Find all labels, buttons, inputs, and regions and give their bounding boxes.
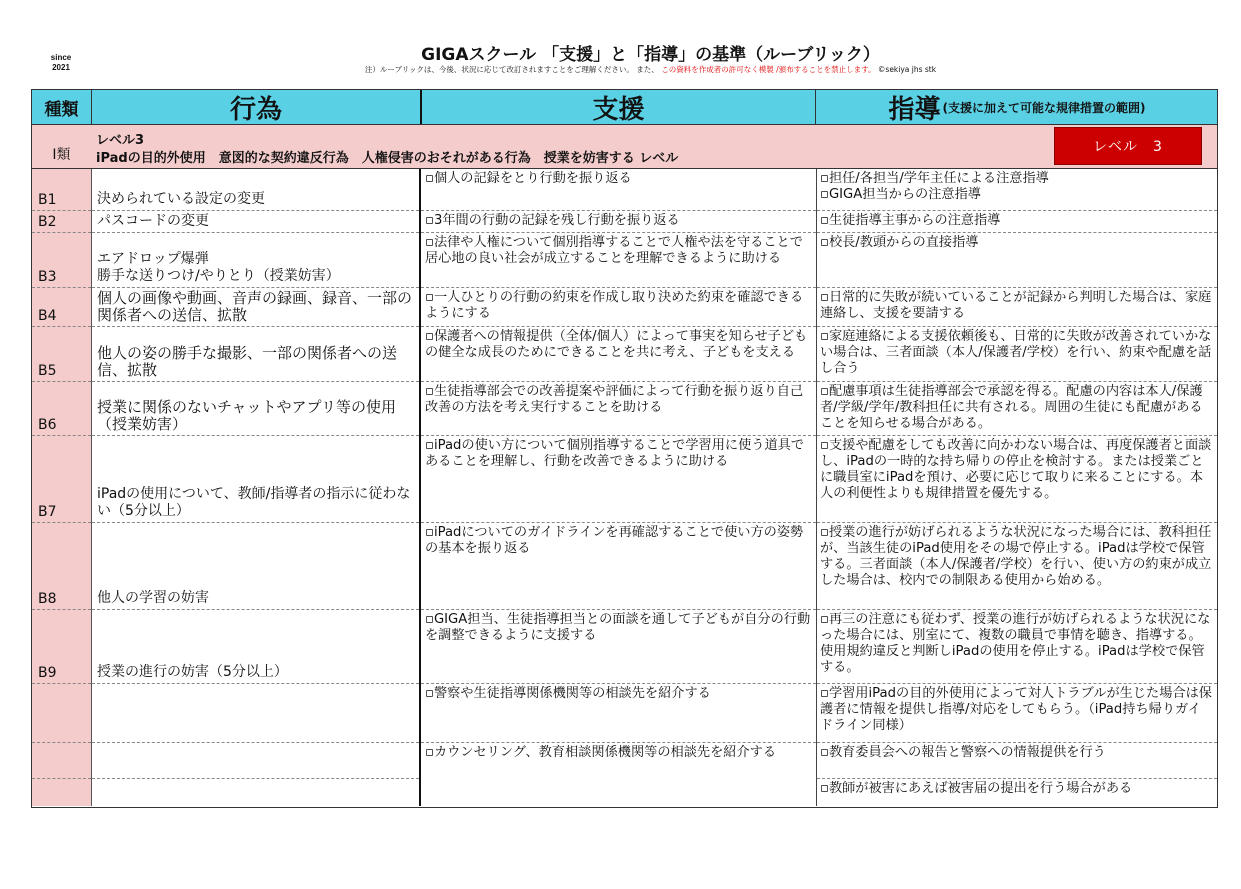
row-code: B8 [32,523,91,611]
guidance-item: ▫授業の進行が妨げられるような状況になった場合には、教科担任が、当該生徒のiPad使用をその場で停止する。iPadは学校で保管する。三者面談（本人/保護者/学校）を行い、使い方の約束が成立した場合は、校内での制限ある使用から始める。 [817,523,1217,611]
support-column [421,169,817,806]
since-text: since [50,53,72,62]
since-year: 2021 [52,63,70,72]
row-code: B4 [32,288,91,327]
support-item: ▫3年間の行動の記録を残し行動を振り返る [421,211,816,233]
header-support: 支援 [422,90,816,124]
level-row [31,125,1218,169]
support-item: ▫カウンセリング、教育相談関係機関等の相談先を紹介する [425,744,777,760]
page-note [0,64,1241,75]
row-code: B5 [32,327,91,382]
header-guidance-label: 指導 [888,94,941,125]
row-action: 個人の画像や動画、音声の録画、録音、一部の関係者への送信、拡散 [92,288,419,327]
row-action [92,779,419,806]
header-guidance [816,90,1218,124]
guidance-item: ▫家庭連絡による支援依頼後も、日常的に失敗が改善されていかない場合は、三者面談（本人/保護者/学校）を行い、約束や配慮を話し合う [817,327,1217,382]
note-copyright: ©sekiya jhs stk [877,65,937,74]
row-action: エアドロップ爆弾 勝手な送りつけ/やりとり（授業妨害） [92,233,419,288]
row-code: B3 [32,233,91,288]
table-body [31,169,1218,808]
guidance-item: ▫教育委員会への報告と警察への情報提供を行う [817,743,1217,779]
support-item: ▫iPadの使い方について個別指導することで学習用に使う道具であることを理解し、行動を改善できるように助ける [421,436,816,523]
guidance-item: ▫担任/各担当/学年主任による注意指導 ▫GIGA担当からの注意指導 [817,169,1217,211]
table-header [31,89,1218,125]
row-code [32,779,91,806]
support-item: ▫iPadについてのガイドラインを再確認することで使い方の姿勢の基本を振り返る [421,523,816,611]
support-item: ▫警察や生徒指導関係機関等の相談先を紹介する [421,684,816,743]
rubric-table [31,89,1218,808]
row-code: B6 [32,382,91,436]
guidance-item: ▫校長/教頭からの直接指導 [817,233,1217,288]
guidance-item: ▫日常的に失敗が続いていることが記録から判明した場合は、家庭連絡し、支援を要請する [817,288,1217,327]
row-action: 授業に関係のないチャットやアプリ等の使用（授業妨害） [92,382,419,436]
row-action [92,684,419,743]
support-item: ▫GIGA担当、生徒指導担当との面談を通して子どもが自分の行動を調整できるように支援する [421,610,816,684]
row-action: 他人の学習の妨害 [92,523,419,611]
row-action [92,743,419,779]
level-kind: Ⅰ類 [52,147,71,163]
action-column [92,169,421,806]
support-item: ▫生徒指導部会での改善提案や評価によって行動を振り返り自己改善の方法を考え実行することを助ける [421,382,816,436]
row-code: B2 [32,211,91,233]
row-action: 授業の進行の妨害（5分以上） [92,610,419,684]
row-action: 他人の姿の勝手な撮影、一部の関係者への送信、拡散 [92,327,419,382]
note-warning: この資料を作成者の許可なく模製 /頒布することを禁止します。 [661,65,876,74]
guidance-item: ▫支援や配慮をしても改善に向かわない場合は、再度保護者と面談し、iPadの一時的な持ち帰りの停止を検討する。または授業ごとに職員室にiPadを預け、必要に応じて取りに来ることにする。本人の利便性よりも規律措置を優先する。 [817,436,1217,523]
level-label: レベル3 [96,133,145,148]
row-code [32,684,91,743]
page-title: GIGAスクール 「支援」と「指導」の基準（ルーブリック） [421,45,880,65]
guidance-item: ▫生徒指導主事からの注意指導 [817,211,1217,233]
guidance-column [817,169,1217,806]
support-item: ▫保護者への情報提供（全体/個人）によって事実を知らせ子どもの健全な成長のためにできることを共に考え、子どもを支える [421,327,816,382]
support-item: ▫個人の記録をとり行動を振り返る [421,169,816,211]
code-column [32,169,92,806]
row-action: パスコードの変更 [92,211,419,233]
row-code [32,743,91,779]
header-action: 行為 [92,90,422,124]
level-description: iPadの目的外使用 意図的な契約違反行為 人権侵害のおそれがある行為 授業を妨害する レベル [96,151,679,166]
row-code: B1 [32,169,91,211]
row-code: B9 [32,610,91,684]
note-plain: 注）ルーブリックは、今後、状況に応じて改訂されますことをご理解ください。 また、 [364,65,659,74]
header-kind: 種類 [32,90,92,124]
support-item: ▫一人ひとりの行動の約束を作成し取り決めた約束を確認できるようにする [421,288,816,327]
level-badge: レベル 3 [1054,127,1202,165]
guidance-item: ▫再三の注意にも従わず、授業の進行が妨げられるような状況になった場合には、別室にて、複数の職員で事情を聴き、指導する。使用規約違反と判断しiPadの使用を停止する。iPadは学校で保管する。 [817,610,1217,684]
row-action: 決められている設定の変更 [92,169,419,211]
guidance-item: ▫教師が被害にあえば被害届の提出を行う場合がある [820,780,1133,796]
row-action: iPadの使用について、教師/指導者の指示に従わない（5分以上） [92,436,419,523]
row-code: B7 [32,436,91,523]
guidance-item: ▫学習用iPadの目的外使用によって対人トラブルが生じた場合は保護者に情報を提供し指導/対応をしてもらう。（iPad持ち帰りガイドライン同様） [817,684,1217,743]
support-item: ▫法律や人権について個別指導することで人権や法を守ることで居心地の良い社会が成立することを理解できるように助ける [421,233,816,288]
header-guidance-note: (支援に加えて可能な規律措置の範囲) [942,100,1146,115]
guidance-item: ▫配慮事項は生徒指導部会で承認を得る。配慮の内容は本人/保護者/学級/学年/教科担任に共有される。周囲の生徒にも配慮があることを知らせる場合がある。 [817,382,1217,436]
